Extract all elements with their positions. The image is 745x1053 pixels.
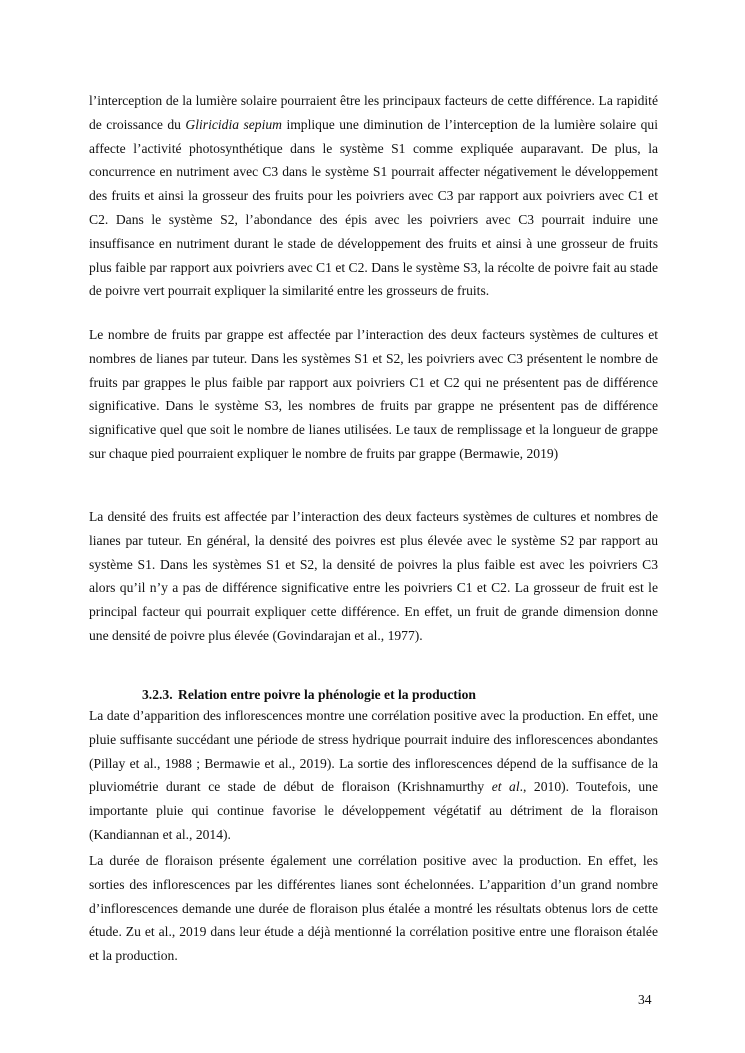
paragraph-fruits-per-cluster	[89, 323, 658, 466]
section-number: 3.2.3.	[142, 687, 173, 702]
page-number: 34	[638, 992, 652, 1007]
paragraph-text: l’interception de la lumière solaire pourraient être les principaux facteurs de cette différence. La rapidité de croissance du Gliricidia sepium implique une diminution de l’interception de la lumière solaire qui affecte l’activité photosynthétique dans le système S1 comme expliquée auparavant. De plus, la concurrence en nutriment avec C3 dans le système S1 pourrait affecter négativement le développement des fruits et ainsi la grosseur des fruits pour les poivriers avec C3 par rapport aux poivriers avec C1 et C2. Dans le système S2, l’abondance des épis avec les poivriers avec C3 pourrait induire une insuffisance en nutriment durant le stade de développement des fruits et ainsi à une grosseur de fruits plus faible par rapport aux poivriers avec C1 et C2. Dans le système S3, la récolte de poivre fait au stade de poivre vert pourrait expliquer la similarité entre les grosseurs de fruits.	[89, 93, 658, 299]
paragraph-text: La durée de floraison présente également une corrélation positive avec la production. En effet, les sorties des inflorescences par les différentes lianes sont échelonnées. L’apparition d’un grand nombre d’inflorescences demande une durée de floraison plus étalée a montré les résultats obtenus lors de cette étude. Zu et al., 2019 dans leur étude a déjà mentionné la corrélation positive entre une floraison étalée et la production.	[89, 853, 658, 964]
paragraph-text: Le nombre de fruits par grappe est affectée par l’interaction des deux facteurs systèmes de cultures et nombres de lianes par tuteur. Dans les systèmes S1 et S2, les poivriers avec C3 présentent le nombre de fruits par grappes le plus faible par rapport aux poivriers C1 et C2 qui ne présentent pas de différence significative. Dans le système S3, les nombres de fruits par grappe ne présentent pas de différence significative quel que soit le nombre de lianes utilisées. Le taux de remplissage et la longueur de grappe sur chaque pied pourraient expliquer le nombre de fruits par grappe (Bermawie, 2019)	[89, 327, 658, 461]
paragraph-text: La date d’apparition des inflorescences montre une corrélation positive avec la production. En effet, une pluie suffisante succédant une période de stress hydrique pourrait induire des inflorescences abondantes (Pillay et al., 1988 ; Bermawie et al., 2019). La sortie des inflorescences dépend de la suffisance de la pluviométrie durant ce stade de début de floraison (Krishnamurthy et al., 2010). Toutefois, une importante pluie qui continue favorise le développement végétatif au détriment de la floraison (Kandiannan et al., 2014).	[89, 708, 658, 842]
section-title: Relation entre poivre la phénologie et la production	[178, 687, 476, 702]
paragraph-inflorescence-date	[89, 704, 658, 847]
paragraph-fruit-size	[89, 89, 658, 303]
paragraph-text: La densité des fruits est affectée par l’interaction des deux facteurs systèmes de cultures et nombres de lianes par tuteur. En général, la densité des poivres est plus élevée avec le système S2 par rapport au système S1. Dans les systèmes S1 et S2, la densité de poivres la plus faible est avec les poivriers C3 alors qu’il n’y a pas de différence significative entre les poivriers C1 et C2. La grosseur de fruit est le principal facteur qui pourrait expliquer cette différence. En effet, un fruit de grande dimension donne une densité de poivre plus élevée (Govindarajan et al., 1977).	[89, 509, 658, 643]
paragraph-flowering-duration	[89, 849, 658, 968]
paragraph-fruit-density	[89, 505, 658, 648]
section-heading	[142, 685, 476, 705]
